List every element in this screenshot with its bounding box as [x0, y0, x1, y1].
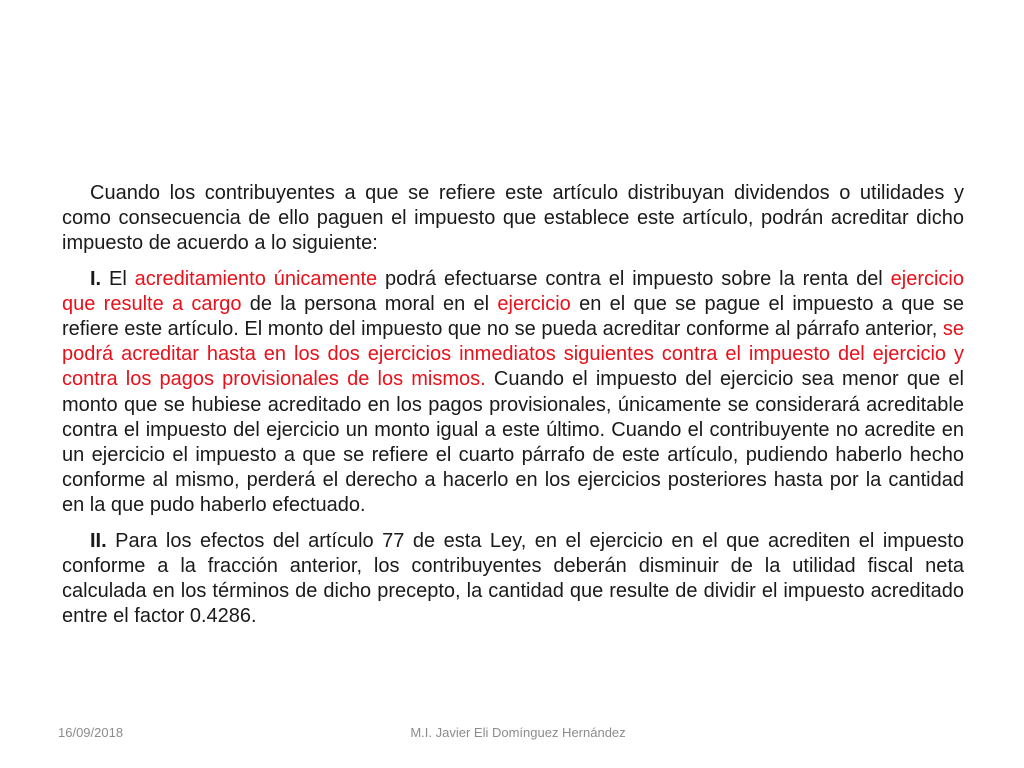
paragraph-fraction-1	[62, 267, 964, 519]
fraction-1-highlight-1: acreditamiento únicamente	[134, 267, 378, 290]
fraction-1-text-3: de la persona moral en el	[241, 292, 498, 315]
footer-author: M.I. Javier Eli Domínguez Hernández	[410, 725, 626, 740]
paragraph-fraction-2	[62, 529, 964, 630]
fraction-2-numeral: II.	[90, 529, 107, 552]
fraction-1-text-4: en el que se pague el impuesto a que se refiere este artículo. El monto del impuesto que no se pueda acreditar conforme al párrafo anterior,	[62, 292, 964, 341]
paragraph-intro: Cuando los contribuyentes a que se refiere este artículo distribuyan dividendos o utilidades y como consecuencia de ello paguen el impuesto que establece este artículo, podrán acreditar dicho impuesto de acuerdo a lo siguiente:	[62, 182, 964, 255]
fraction-1-text-1: El	[101, 267, 135, 290]
fraction-1-numeral: I.	[90, 267, 102, 290]
slide-body	[62, 181, 964, 639]
footer-date: 16/09/2018	[58, 725, 124, 740]
fraction-1-highlight-4: se podrá acreditar hasta en los dos ejercicios inmediatos siguientes contra el impuesto del ejercicio y contra los pagos provisionales de los mismos.	[62, 318, 964, 391]
fraction-2-text: Para los efectos del artículo 77 de esta Ley, en el ejercicio en el que acrediten el impuesto conforme a la fracción anterior, los contribuyentes deberán disminuir de la utilidad fiscal neta calculada en los términos de dicho precepto, la cantidad que resulte de dividir el impuesto acreditado entre el factor 0.4286.	[62, 529, 964, 628]
fraction-1-highlight-3: ejercicio	[497, 292, 571, 315]
fraction-1-highlight-2: ejercicio que resulte a cargo	[62, 267, 964, 315]
fraction-1-text-5: Cuando el impuesto del ejercicio sea menor que el monto que se hubiese acreditado en los pagos provisionales, únicamente se considerará acreditable contra el impuesto del ejercicio un monto igual a este último. Cuando el contribuyente no acredite en un ejercicio el impuesto a que se refiere el cuarto párrafo de este artículo, pudiendo haberlo hecho conforme al mismo, perderá el derecho a hacerlo en los ejercicios posteriores hasta por la cantidad en la que pudo haberlo efectuado.	[62, 368, 964, 517]
fraction-1-text-2: podrá efectuarse contra el impuesto sobre la renta del	[377, 267, 891, 290]
